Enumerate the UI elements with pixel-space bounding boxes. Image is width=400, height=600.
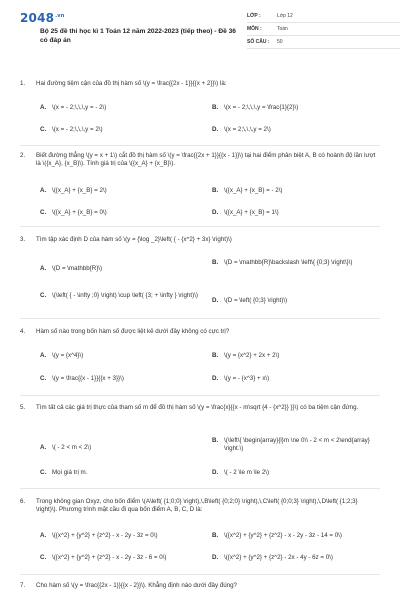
question-number: 3. (20, 236, 26, 243)
option-b[interactable]: B. \(y = {x^2} + 2x + 2\) (212, 352, 280, 359)
option-b[interactable]: B. \(x = - 2;\,\,\,y = \frac{1}{2}\) (212, 104, 299, 111)
question-number: 5. (20, 404, 26, 411)
question-divider (20, 395, 380, 396)
question-text: Cho hàm số \(y = \frac{{2x - 1}}{{x - 2}}\). Khẳng định nào dưới đây đúng? (36, 582, 238, 589)
question-divider (20, 574, 380, 575)
question-2 (20, 152, 380, 169)
option-c[interactable]: C. Mọi giá trị m. (40, 469, 88, 476)
question-text: Biết đường thẳng \(y = x + 1\) cắt đồ thị hàm số \(y = \frac{{2x + 1}}{{x - 1}}\) tại hai điểm phân biệt A, B có hoành độ lần lượt là \({x_A}, {x_B}\). Tính giá trị của \({x_A} + {x_B}\). (36, 152, 376, 168)
exam-info-table (247, 10, 400, 49)
info-row-class (247, 10, 400, 23)
info-label: LỚP : (247, 12, 261, 19)
option-a[interactable]: A. \(D = \mathbb{R}\) (40, 265, 103, 272)
document-title: Bộ 25 đề thi học kì 1 Toán 12 năm 2022-2023 (tiếp theo) - Đề 36 có đáp án (40, 28, 236, 44)
option-c[interactable]: C. \({x^2} + {y^2} + {z^2} - x - 2y - 3z - 6 = 0\) (40, 554, 167, 561)
option-d[interactable]: D. \(y = - {x^3} + x\) (212, 375, 270, 382)
question-4 (20, 328, 380, 336)
info-label: MÔN : (247, 25, 262, 32)
option-a[interactable]: A. \(x = - 2;\,\,\,y = - 2\) (40, 104, 107, 111)
option-c[interactable]: C. \(\left( { - \infty ;0} \right) \cup \left( {3; + \infty } \right)\) (40, 292, 198, 299)
question-number: 1. (20, 80, 26, 87)
option-d[interactable]: D. \({x^2} + {y^2} + {z^2} - 2x - 4y - 6z = 0\) (212, 554, 333, 561)
question-6 (20, 498, 380, 515)
question-5 (20, 404, 380, 412)
option-a[interactable]: A. \( - 2 < m < 2\) (40, 444, 92, 451)
info-row-question-count (247, 36, 400, 49)
question-number: 2. (20, 152, 26, 159)
option-b[interactable]: B. \(D = \mathbb{R}\backslash \left\{ {0;3} \right\}\) (212, 259, 353, 266)
question-divider (20, 318, 380, 319)
info-label: SỐ CÂU : (247, 38, 270, 45)
question-number: 6. (20, 498, 26, 505)
info-value: 50 (277, 38, 283, 45)
option-d[interactable]: D. \({x_A} + {x_B} = 1\) (212, 209, 279, 216)
page-header (20, 0, 380, 62)
option-d[interactable]: D. \(x = 2;\,\,\,y = 2\) (212, 126, 271, 133)
option-a[interactable]: A. \(y = {x^4}\) (40, 352, 84, 359)
question-text: Hàm số nào trong bốn hàm số được liệt kê dưới đây không có cực trị? (36, 328, 230, 335)
question-text: Trong không gian Oxyz, cho bốn điểm \(A\left( {1;0;0} \right),\,B\left( {0;2;0} \right),\,C\left( {0;0;3} \right),\,D\left( {1;2;3} \right)\). Phương trình mặt cầu đi qua bốn điểm A, B, C, D là: (36, 498, 358, 514)
question-text: Tìm tất cả các giá trị thực của tham số m để đồ thị hàm số \(y = \frac{x}{{x - m\sqrt {4 - {x^2}} }}\) có ba tiệm cận đứng. (36, 404, 359, 411)
info-row-subject (247, 23, 400, 36)
info-value: Toán (277, 25, 288, 32)
question-number: 7. (20, 582, 26, 589)
question-divider (20, 145, 380, 146)
option-a[interactable]: A. \({x_A} + {x_B} = 2\) (40, 187, 107, 194)
site-logo[interactable]: $2048^{.vn}$ (20, 11, 65, 25)
question-number: 4. (20, 328, 26, 335)
option-b[interactable]: B. \(\left\{ \begin{array}{l}m \ne 0\\ - 2 < m < 2\end{array} \right.\) (212, 437, 370, 453)
info-value: Lớp 12 (277, 12, 293, 19)
option-d[interactable]: D. \( - 2 \le m \le 2\) (212, 469, 270, 476)
question-divider (20, 226, 380, 227)
option-d[interactable]: D. \(D = \left( {0;3} \right)\) (212, 297, 288, 304)
option-c[interactable]: C. \(y = \frac{{x - 1}}{{x + 3}}\) (40, 375, 124, 382)
question-7 (20, 582, 380, 590)
question-1 (20, 80, 380, 88)
question-3 (20, 236, 380, 244)
option-c[interactable]: C. \(x = - 2;\,\,\,y = 2\) (40, 126, 103, 133)
question-text: Tìm tập xác định D của hàm số \(y = {\log _2}\left( { - {x^2} + 3x} \right)\) (36, 236, 232, 243)
option-c[interactable]: C. \({x_A} + {x_B} = 0\) (40, 209, 107, 216)
option-b[interactable]: B. \({x_A} + {x_B} = - 2\) (212, 187, 283, 194)
option-a[interactable]: A. \({x^2} + {y^2} + {z^2} - x - 2y - 3z = 0\) (40, 532, 158, 539)
question-text: Hai đường tiệm cận của đồ thị hàm số \(y = \frac{{2x - 1}}{{x + 2}}\) là: (36, 80, 227, 87)
question-divider (20, 488, 380, 489)
option-b[interactable]: B. \({x^2} + {y^2} + {z^2} - x - 2y - 3z - 14 = 0\) (212, 532, 342, 539)
